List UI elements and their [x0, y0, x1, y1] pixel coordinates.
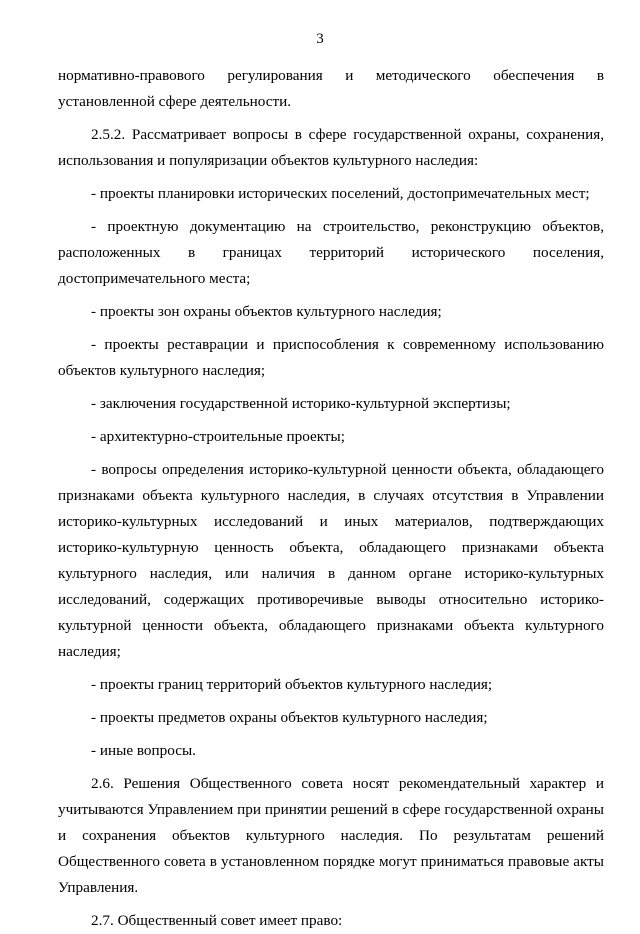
list-item-protection-subjects: - проекты предметов охраны объектов культурного наследия; — [91, 709, 488, 726]
list-item-expertise-conclusions: - заключения государственной историко-культурной экспертизы; — [91, 395, 511, 412]
paragraph-2-6: 2.6. Решения Общественного совета носят рекомендательный характер и учитываются Управлением при принятии решений в сфере государственной охраны и сохранения объектов культурного наследия. По результатам решений Общественного совета в установленном порядке могут приниматься правовые акты Управления. — [58, 775, 604, 896]
list-item-architecture-projects: - архитектурно-строительные проекты; — [91, 428, 345, 445]
list-item-territory-boundaries: - проекты границ территорий объектов культурного наследия; — [91, 676, 493, 693]
page-number: 3 — [316, 31, 324, 47]
list-item-other-questions: - иные вопросы. — [91, 742, 196, 759]
list-item-planning-projects: - проекты планировки исторических поселений, достопримечательных мест; — [91, 185, 590, 202]
list-item-value-determination: - вопросы определения историко-культурной ценности объекта, обладающего признаками объекта культурного наследия, в случаях отсутствия в Управлении историко-культурных исследований и иных материалов, подтверждающих историко-культурную ценность объекта, обладающего признаками объекта культурного наследия, или наличия в данном органе историко-культурных исследований, содержащих противоречивые выводы относительно историко-культурной ценности объекта, обладающего признаками объекта культурного наследия; — [58, 461, 604, 660]
paragraph-2-7: 2.7. Общественный совет имеет право: — [91, 912, 343, 929]
list-item-protection-zones: - проекты зон охраны объектов культурного наследия; — [91, 303, 442, 320]
list-item-project-documentation: - проектную документацию на строительство, реконструкцию объектов, расположенных в границах территорий исторического поселения, достопримечательного места; — [58, 218, 604, 287]
document-body — [58, 63, 604, 934]
list-item-restoration-projects: - проекты реставрации и приспособления к современному использованию объектов культурного наследия; — [58, 336, 604, 379]
paragraph-2-5-2: 2.5.2. Рассматривает вопросы в сфере государственной охраны, сохранения, использования и популяризации объектов культурного наследия: — [58, 126, 604, 169]
paragraph-continuation: нормативно-правового регулирования и методического обеспечения в установленной сфере деятельности. — [58, 67, 604, 110]
